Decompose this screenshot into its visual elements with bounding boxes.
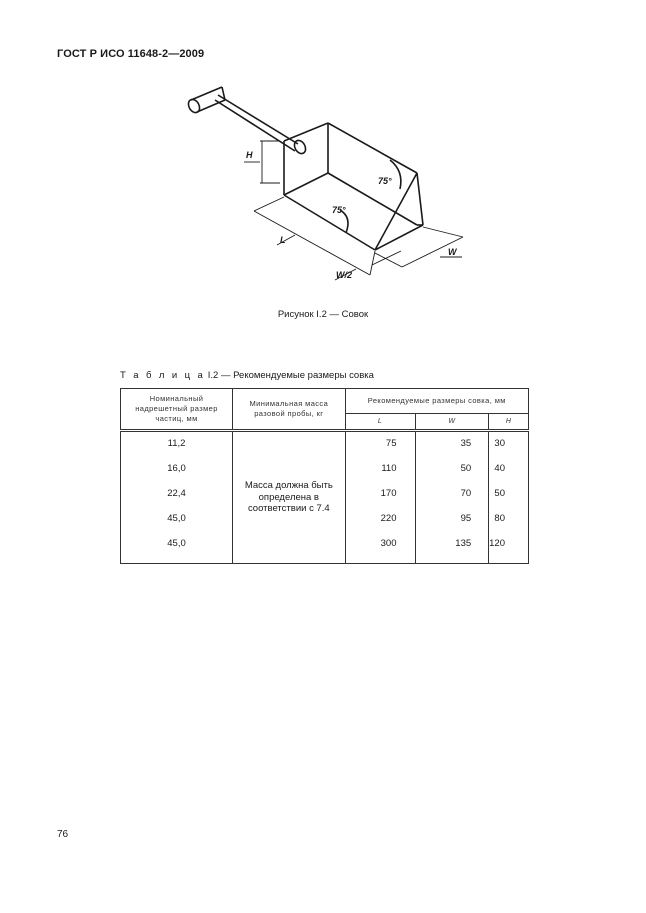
table-title-text: I.2 — Рекомендуемые размеры совка [205, 370, 374, 381]
size-value: 45,0 [167, 513, 186, 524]
dimension-h-label: H [246, 150, 253, 160]
scoop-dimensions-table [120, 388, 529, 564]
dimension-w-label: W [448, 247, 457, 257]
w-value: 50 [460, 463, 472, 474]
size-value: 45,0 [167, 538, 186, 549]
header-h: H [489, 414, 529, 431]
angle-label-back: 75° [378, 176, 392, 186]
table-title-prefix: Т а б л и ц а [120, 370, 206, 381]
l-value: 170 [380, 488, 397, 499]
column-h [489, 431, 529, 564]
scoop-figure [180, 85, 480, 290]
w-value: 35 [460, 438, 472, 449]
l-value: 220 [380, 513, 397, 524]
l-value: 110 [381, 463, 397, 474]
column-particle-size [121, 431, 233, 564]
scoop-drawing [180, 85, 480, 290]
w-value: 135 [455, 538, 472, 549]
h-value: 120 [489, 538, 505, 549]
header-recommended-sizes: Рекомендуемые размеры совка, мм [345, 389, 528, 414]
column-w [415, 431, 489, 564]
l-value: 300 [380, 538, 397, 549]
l-value: 75 [385, 438, 397, 449]
dimension-w2-label: W/2 [336, 270, 353, 280]
h-value: 30 [494, 438, 505, 449]
header-min-mass: Минимальная масса разовой пробы, кг [233, 389, 346, 431]
angle-label-front: 75° [332, 205, 346, 215]
h-value: 80 [494, 513, 505, 524]
mass-note: Масса должна быть определена в соответствии с 7.4 [233, 431, 346, 564]
figure-caption: Рисунок I.2 — Совок [277, 309, 369, 320]
w-value: 95 [460, 513, 472, 524]
w-value: 70 [460, 488, 472, 499]
document-header: ГОСТ Р ИСО 11648-2—2009 [57, 48, 205, 60]
size-value: 16,0 [167, 463, 186, 474]
page-number: 76 [57, 829, 69, 840]
h-value: 40 [494, 463, 505, 474]
size-value: 22,4 [167, 488, 186, 499]
h-value: 50 [494, 488, 505, 499]
column-l [345, 431, 415, 564]
header-l: L [345, 414, 415, 431]
size-value: 11,2 [167, 438, 186, 449]
table-title [120, 370, 374, 381]
header-particle-size: Номинальный надрешетный размер частиц, мм [121, 389, 233, 431]
dimension-l-label: L [280, 235, 286, 245]
header-w: W [415, 414, 489, 431]
